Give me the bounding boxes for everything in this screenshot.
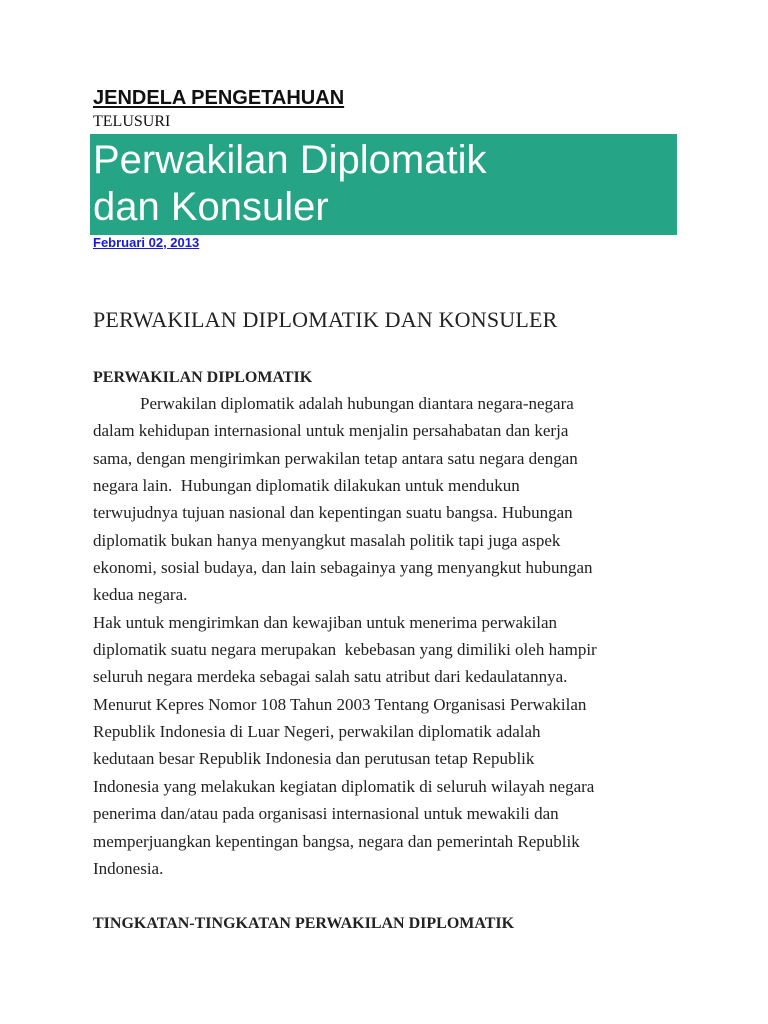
telusuri-nav-link[interactable]: TELUSURI bbox=[93, 113, 171, 130]
paragraph-line: kedua negara. bbox=[93, 585, 188, 605]
body-paragraphs bbox=[93, 390, 683, 882]
paragraph-line: terwujudnya tujuan nasional dan kepentingan suatu bangsa. Hubungan bbox=[93, 503, 573, 523]
paragraph-line: negara lain. Hubungan diplomatik dilakukan untuk mendukun bbox=[93, 476, 520, 496]
paragraph-line: sama, dengan mengirimkan perwakilan tetap antara satu negara dengan bbox=[93, 448, 578, 468]
paragraph-line: Republik Indonesia di Luar Negeri, perwakilan diplomatik adalah bbox=[93, 722, 541, 742]
paragraph-line: ekonomi, sosial budaya, dan lain sebagainya yang menyangkut hubungan bbox=[93, 558, 593, 578]
paragraph-line: dalam kehidupan internasional untuk menjalin persahabatan dan kerja bbox=[93, 421, 569, 441]
paragraph-line: diplomatik bukan hanya menyangkut masalah politik tapi juga aspek bbox=[93, 530, 561, 550]
post-date-link[interactable]: Februari 02, 2013 bbox=[93, 235, 200, 250]
paragraph-line: Perwakilan diplomatik adalah hubungan diantara negara-negara bbox=[140, 394, 574, 413]
paragraph-line: Hak untuk mengirimkan dan kewajiban untuk menerima perwakilan bbox=[93, 612, 558, 632]
paragraph-line: penerima dan/atau pada organisasi internasional untuk mewakili dan bbox=[93, 804, 559, 824]
post-title-banner bbox=[90, 134, 677, 235]
paragraph-line: diplomatik suatu negara merupakan kebebasan yang dimiliki oleh hampir bbox=[93, 640, 597, 660]
post-title bbox=[93, 137, 486, 231]
blog-title-link[interactable]: JENDELA PENGETAHUAN bbox=[93, 87, 345, 109]
paragraph-line: Indonesia. bbox=[93, 858, 164, 878]
paragraph-line: Menurut Kepres Nomor 108 Tahun 2003 Tentang Organisasi Perwakilan bbox=[93, 694, 587, 714]
section-heading-tingkatan: TINGKATAN-TINGKATAN PERWAKILAN DIPLOMATIK bbox=[93, 915, 515, 932]
post-title-line-2: dan Konsuler bbox=[93, 185, 329, 229]
paragraph-line: seluruh negara merdeka sebagai salah satu atribut dari kedaulatannya. bbox=[93, 667, 568, 687]
paragraph-line: kedutaan besar Republik Indonesia dan perutusan tetap Republik bbox=[93, 749, 535, 769]
paragraph-line: Indonesia yang melakukan kegiatan diplomatik di seluruh wilayah negara bbox=[93, 776, 595, 796]
section-heading-perwakilan-diplomatik: PERWAKILAN DIPLOMATIK bbox=[93, 369, 313, 386]
post-title-line-1: Perwakilan Diplomatik bbox=[93, 138, 487, 182]
paragraph-line: memperjuangkan kepentingan bangsa, negara dan pemerintah Republik bbox=[93, 831, 580, 851]
document-heading: PERWAKILAN DIPLOMATIK DAN KONSULER bbox=[93, 307, 558, 332]
